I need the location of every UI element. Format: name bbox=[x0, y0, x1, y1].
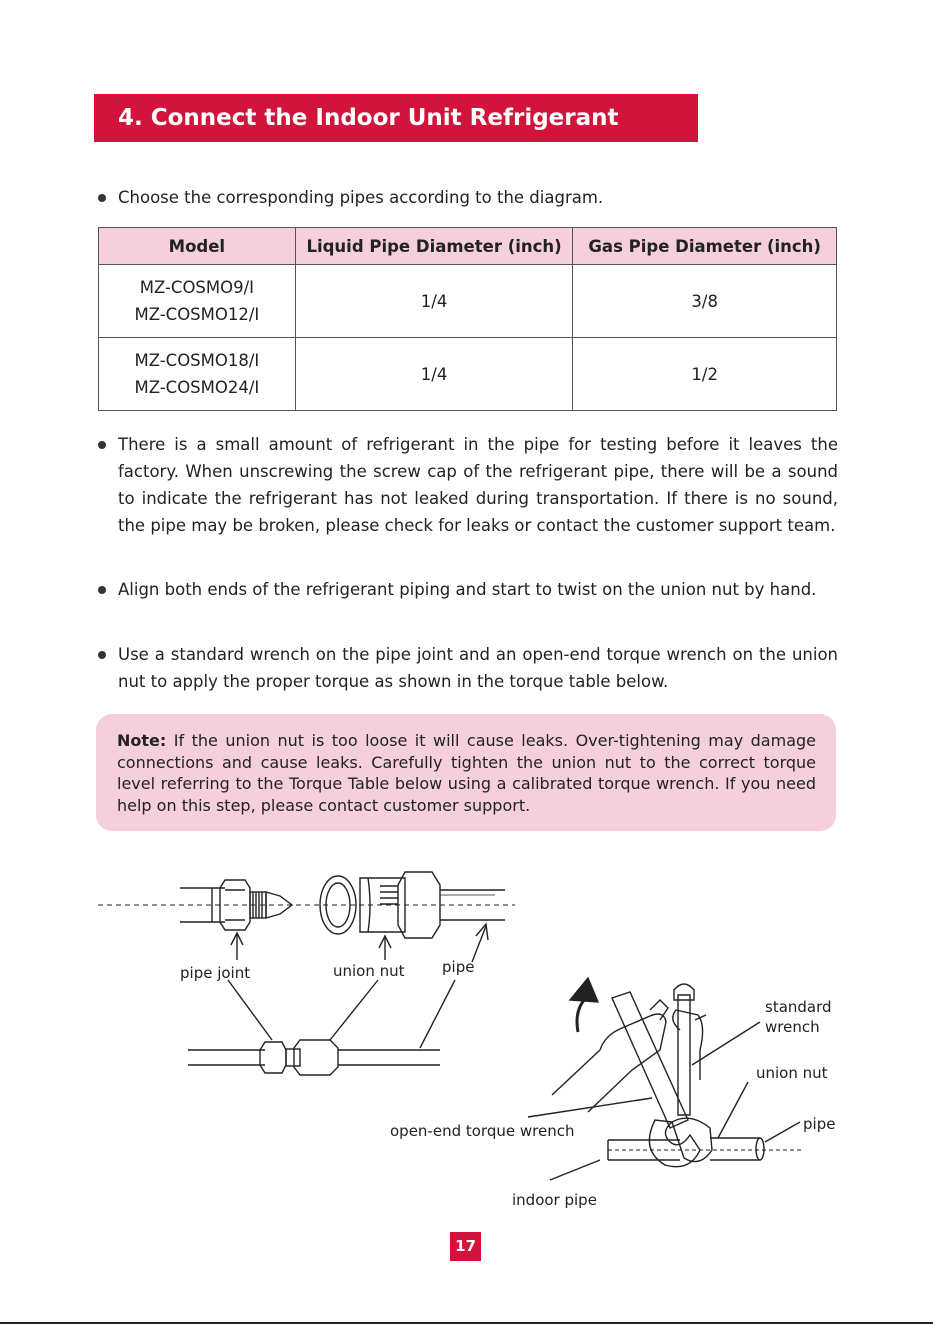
label-pipe-joint: pipe joint bbox=[180, 964, 251, 982]
gas-diameter-cell: 1/2 bbox=[573, 338, 837, 411]
pipe-diameter-table bbox=[98, 227, 837, 411]
liquid-diameter-cell: 1/4 bbox=[295, 338, 573, 411]
model-name: MZ-COSMO18/I bbox=[134, 351, 260, 370]
bullet-dot bbox=[98, 586, 106, 594]
bullet-dot bbox=[98, 194, 106, 202]
bullet-dot bbox=[98, 441, 106, 449]
label-open-end-torque-wrench: open-end torque wrench bbox=[390, 1122, 575, 1140]
align-pipes-bullet bbox=[98, 576, 838, 603]
label-indoor-pipe: indoor pipe bbox=[512, 1191, 597, 1209]
note-text: If the union nut is too loose it will cause leaks. Over-tightening may damage connections and cause leaks. Carefully tighten the union nut to the correct torque level referring to the Torque Table below using a calibrated torque wrench. If you need help on this step, please contact customer support. bbox=[117, 731, 816, 815]
model-name: MZ-COSMO24/I bbox=[134, 378, 260, 397]
intro-bullet-text: Choose the corresponding pipes according to the diagram. bbox=[118, 188, 604, 207]
section-title: 4. Connect the Indoor Unit Refrigerant Piping bbox=[94, 94, 698, 142]
intro-bullet bbox=[98, 184, 838, 211]
bullet-text: Use a standard wrench on the pipe joint and an open-end torque wrench on the union nut to apply the proper torque as shown in the torque table below. bbox=[118, 645, 838, 691]
label-pipe-right: pipe bbox=[803, 1115, 836, 1133]
model-name: MZ-COSMO12/I bbox=[134, 305, 260, 324]
header-liquid-pipe: Liquid Pipe Diameter (inch) bbox=[295, 228, 573, 265]
note-label: Note: bbox=[117, 731, 167, 750]
model-name: MZ-COSMO9/I bbox=[139, 278, 255, 297]
bullet-text: There is a small amount of refrigerant in the pipe for testing before it leaves the factory. When unscrewing the screw cap of the refrigerant pipe, there will be a sound to indicate the refrigerant has not leaked during transportation. If there is no sound, the pipe may be broken, please check for leaks or contact the customer support team. bbox=[118, 435, 838, 535]
label-pipe: pipe bbox=[442, 958, 475, 976]
table-row bbox=[99, 338, 837, 411]
label-standard-wrench-line1: standard bbox=[765, 998, 832, 1016]
label-union-nut: union nut bbox=[333, 962, 405, 980]
table-row bbox=[99, 265, 837, 338]
bullet-dot bbox=[98, 651, 106, 659]
label-standard-wrench-line2: wrench bbox=[765, 1018, 820, 1036]
refrigerant-test-bullet bbox=[98, 431, 838, 539]
header-gas-pipe: Gas Pipe Diameter (inch) bbox=[573, 228, 837, 265]
label-union-nut-right: union nut bbox=[756, 1064, 828, 1082]
header-model: Model bbox=[99, 228, 296, 265]
note-box bbox=[96, 714, 836, 831]
liquid-diameter-cell: 1/4 bbox=[295, 265, 573, 338]
bullet-text: Align both ends of the refrigerant piping and start to twist on the union nut by hand. bbox=[118, 580, 817, 599]
page-number: 17 bbox=[450, 1232, 481, 1261]
wrench-bullet bbox=[98, 641, 838, 695]
model-cell bbox=[99, 338, 296, 411]
gas-diameter-cell: 3/8 bbox=[573, 265, 837, 338]
table-header-row bbox=[99, 228, 837, 265]
pipe-connection-diagram bbox=[0, 850, 933, 1220]
model-cell bbox=[99, 265, 296, 338]
